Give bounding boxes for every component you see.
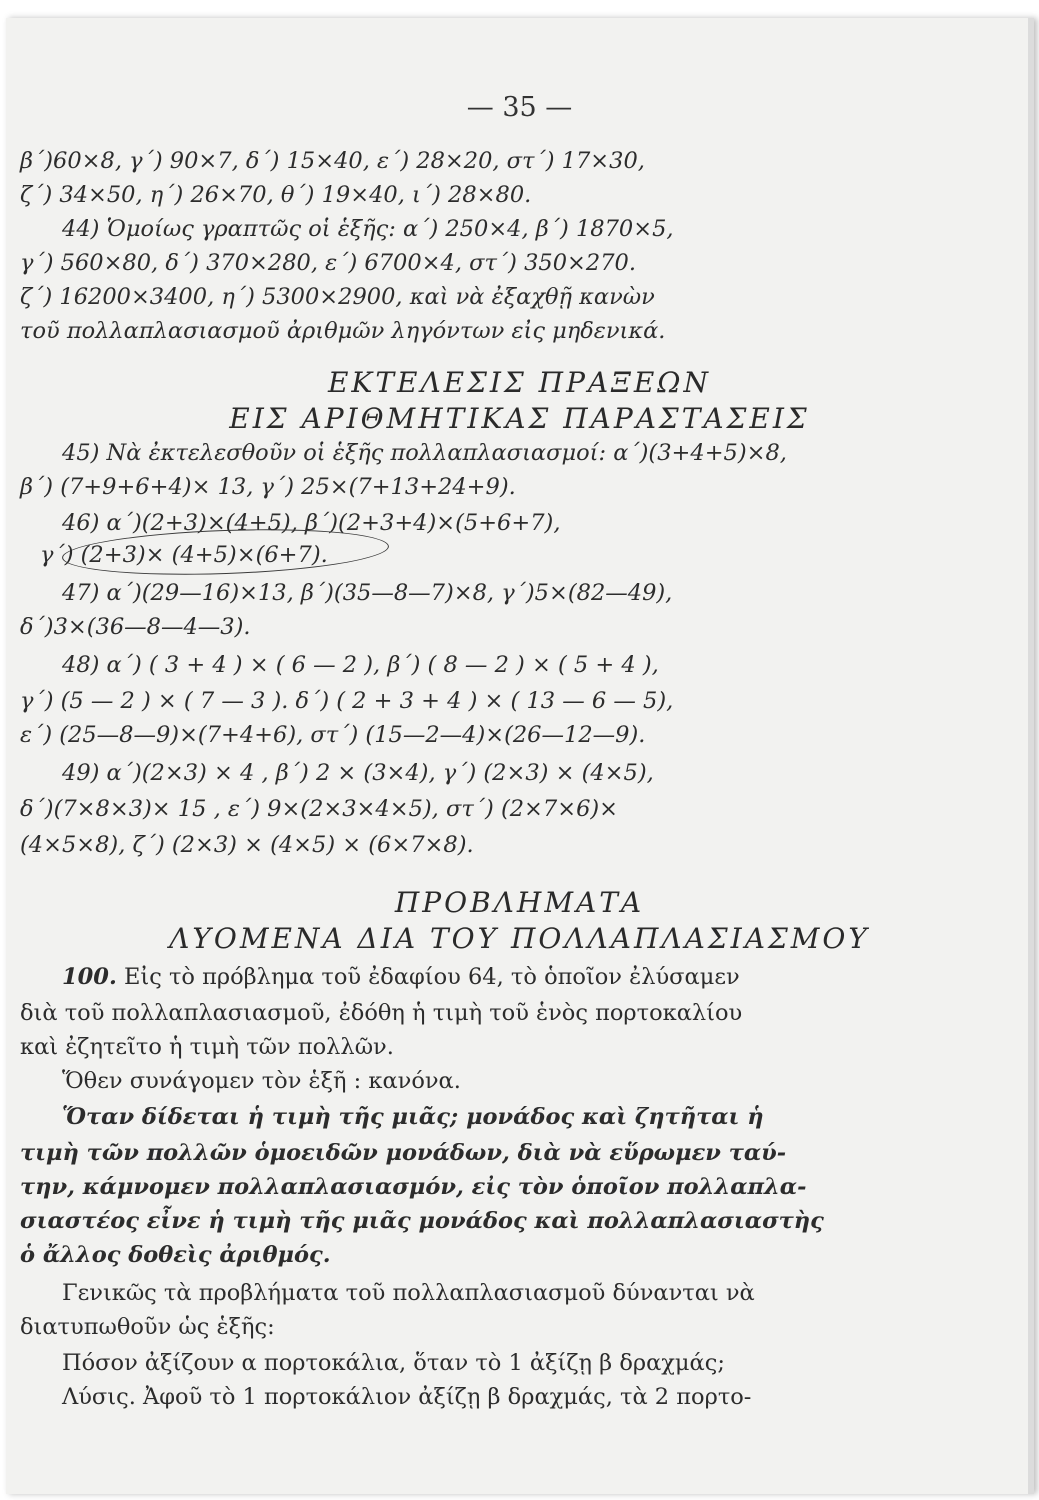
rule-line-5: ὁ ἄλλος δοθεὶς ἀριθμός. xyxy=(20,1242,331,1268)
operation-line-3: 46) α΄)(2+3)×(4+5), β΄)(2+3+4)×(5+6+7), xyxy=(62,510,561,536)
exercise-line-6: τοῦ πολλαπλασιασμοῦ ἀριθμῶν ληγόντων εἰς μηδενικά. xyxy=(20,318,666,344)
section-heading-problems-1: ΠΡΟΒΛΗΜΑΤΑ xyxy=(394,886,645,919)
exercise-line-3: 44) Ὁμοίως γραπτῶς οἱ ἑξῆς: α΄) 250×4, β΄) 1870×5, xyxy=(62,216,674,242)
problem-number: 100. xyxy=(62,964,117,990)
operation-line-2: β΄) (7+9+6+4)× 13, γ΄) 25×(7+13+24+9). xyxy=(20,474,516,500)
question-line: Πόσον ἀξίζουν α πορτοκάλια, ὅταν τὸ 1 ἀξίζῃ β δραχμάς; xyxy=(62,1350,725,1376)
operation-line-5: 47) α΄)(29—16)×13, β΄)(35—8—7)×8, γ΄)5×(82—49), xyxy=(62,580,673,606)
paragraph-100-line-3: καὶ ἐζητεῖτο ἡ τιμὴ τῶν πολλῶν. xyxy=(20,1034,394,1060)
operation-line-9: ε΄) (25—8—9)×(7+4+6), στ΄) (15—2—4)×(26—12—9). xyxy=(20,722,646,748)
paragraph-100 xyxy=(62,964,740,990)
paragraph-100-line-2: διὰ τοῦ πολλαπλασιασμοῦ, ἐδόθη ἡ τιμὴ τοῦ ἑνὸς πορτοκαλίου xyxy=(20,1000,743,1026)
operation-line-7: 48) α΄) ( 3 + 4 ) × ( 6 — 2 ), β΄) ( 8 — 2 ) × ( 5 + 4 ), xyxy=(62,652,659,678)
rule-line-4: σιαστέος εἶνε ἡ τιμὴ τῆς μιᾶς μονάδος καὶ πολλαπλασιαστὴς xyxy=(20,1208,824,1234)
solution-line: Λύσις. Ἀφοῦ τὸ 1 πορτοκάλιον ἀξίζῃ β δραχμάς, τὰ 2 πορτο- xyxy=(62,1384,752,1410)
operation-line-6: δ΄)3×(36—8—4—3). xyxy=(20,614,251,640)
section-heading-operations-2: ΕΙΣ ΑΡΙΘΜΗΤΙΚΑΣ ΠΑΡΑΣΤΑΣΕΙΣ xyxy=(229,402,810,435)
operation-line-8: γ΄) (5 — 2 ) × ( 7 — 3 ). δ΄) ( 2 + 3 + 4 ) × ( 13 — 6 — 5), xyxy=(20,688,674,714)
section-heading-problems-2: ΛΥΟΜΕΝΑ ΔΙΑ ΤΟΥ ΠΟΛΛΑΠΛΑΣΙΑΣΜΟΥ xyxy=(169,922,870,955)
rule-line-3: την, κάμνομεν πολλαπλασιασμόν, εἰς τὸν ὁποῖον πολλαπλα- xyxy=(20,1174,807,1200)
rule-line-1: Ὅταν δίδεται ἡ τιμὴ τῆς μιᾶς; μονάδος καὶ ζητῆται ἡ xyxy=(62,1104,764,1130)
operation-line-11: δ΄)(7×8×3)× 15 , ε΄) 9×(2×3×4×5), στ΄) (2×7×6)× xyxy=(20,796,619,822)
operation-line-1: 45) Νὰ ἐκτελεσθοῦν οἱ ἑξῆς πολλαπλασιασμοί: α΄)(3+4+5)×8, xyxy=(62,440,787,466)
general-line-1: Γενικῶς τὰ προβλήματα τοῦ πολλαπλασιασμοῦ δύνανται νὰ xyxy=(62,1280,755,1306)
operation-line-12: (4×5×8), ζ΄) (2×3) × (4×5) × (6×7×8). xyxy=(20,832,474,858)
exercise-line-1: β΄)60×8, γ΄) 90×7, δ΄) 15×40, ε΄) 28×20, στ΄) 17×30, xyxy=(20,148,645,174)
page-number: — 35 — xyxy=(466,92,573,123)
section-heading-operations-1: ΕΚΤΕΛΕΣΙΣ ΠΡΑΞΕΩΝ xyxy=(327,366,712,399)
paragraph-100-line-1: Εἰς τὸ πρόβλημα τοῦ ἐδαφίου 64, τὸ ὁποῖον ἐλύσαμεν xyxy=(123,964,740,990)
rule-line-2: τιμὴ τῶν πολλῶν ὁμοειδῶν μονάδων, διὰ νὰ εὕρωμεν ταύ- xyxy=(20,1140,787,1166)
exercise-line-5: ζ΄) 16200×3400, η΄) 5300×2900, καὶ νὰ ἐξαχθῇ κανὼν xyxy=(20,284,655,310)
exercise-line-2: ζ΄) 34×50, η΄) 26×70, θ΄) 19×40, ι΄) 28×80. xyxy=(20,182,532,208)
general-line-2: διατυπωθοῦν ὡς ἑξῆς: xyxy=(20,1314,275,1340)
rule-intro: Ὅθεν συνάγομεν τὸν ἑξῆ : κανόνα. xyxy=(62,1068,461,1094)
exercise-line-4: γ΄) 560×80, δ΄) 370×280, ε΄) 6700×4, στ΄) 350×270. xyxy=(20,250,637,276)
operation-line-4: γ΄) (2+3)× (4+5)×(6+7). xyxy=(40,542,328,568)
operation-line-10: 49) α΄)(2×3) × 4 , β΄) 2 × (3×4), γ΄) (2×3) × (4×5), xyxy=(62,760,654,786)
